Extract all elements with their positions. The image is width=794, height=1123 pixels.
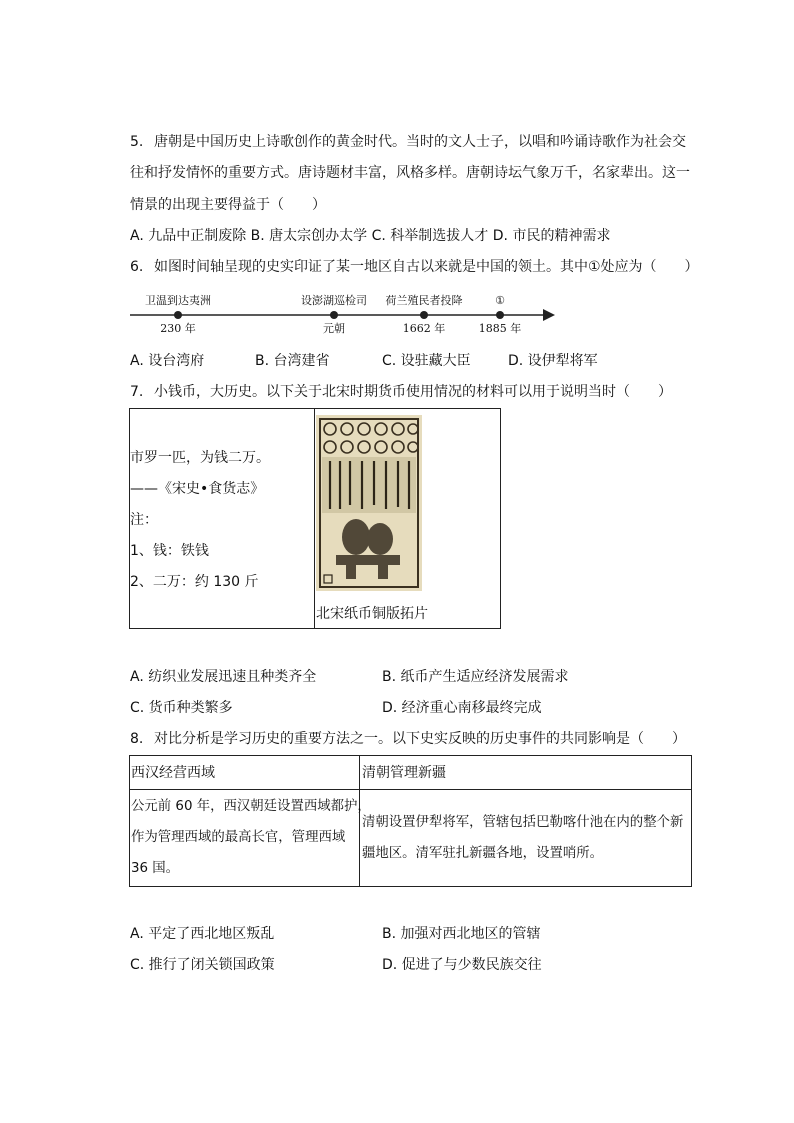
q7-option-b: B. 纸币产生适应经济发展需求: [382, 669, 569, 685]
q5-text-1: 唐朝是中国历史上诗歌创作的黄金时代。当时的文人士子，以唱和吟诵诗歌作为社会交: [154, 134, 686, 150]
timeline-event-4-label: ①: [495, 294, 505, 307]
q8-col2-header: 清朝管理新疆: [362, 765, 446, 781]
q6-number: 6.: [130, 259, 144, 275]
timeline: [130, 288, 560, 338]
q7-stem: [130, 382, 672, 402]
q8-option-d: D. 促进了与少数民族交往: [382, 957, 542, 973]
q8-col1-header: 西汉经营西域: [131, 765, 215, 781]
q7-image-caption: 北宋纸币铜版拓片: [316, 606, 428, 622]
q8-col1-line-3: 36 国。: [131, 861, 180, 876]
q8-option-a: A. 平定了西北地区叛乱: [130, 926, 275, 942]
timeline-event-1-date: 230 年: [160, 322, 196, 335]
q5-line-1: [130, 132, 686, 152]
q5-number: 5.: [130, 134, 144, 150]
timeline-event-1-label: 卫温到达夷洲: [145, 294, 211, 307]
q5-line-3: 情景的出现主要得益于（ ）: [130, 197, 326, 213]
timeline-event-3-label: 荷兰殖民者投降: [385, 294, 463, 307]
q7-number: 7.: [130, 384, 144, 400]
q8-col2-line-2: 疆地区。清军驻扎新疆各地，设置哨所。: [362, 846, 604, 861]
q8-stem-text: 对比分析是学习历史的重要方法之一。以下史实反映的历史事件的共同影响是（ ）: [154, 731, 686, 747]
timeline-dot-2: [330, 311, 338, 319]
q8-table-horizontal-divider: [130, 789, 691, 790]
q8-table-vertical-divider: [359, 756, 360, 886]
q7-option-a: A. 纺织业发展迅速且种类齐全: [130, 669, 317, 685]
q7-option-c: C. 货币种类繁多: [130, 700, 233, 716]
q6-stem: [130, 257, 699, 277]
q8-comparison-table: [129, 755, 692, 887]
timeline-dot-3: [420, 311, 428, 319]
timeline-dot-4: [496, 311, 504, 319]
q6-option-a: A. 设台湾府: [130, 353, 205, 369]
timeline-event-4-date: 1885 年: [478, 322, 522, 335]
q7-source: ——《宋史•食货志》: [130, 481, 265, 497]
q8-number: 8.: [130, 731, 144, 747]
q6-option-d: D. 设伊犁将军: [508, 353, 598, 369]
q5-options: A. 九品中正制废除 B. 唐太宗创办太学 C. 科举制选拔人才 D. 市民的精神需求: [130, 228, 611, 244]
q7-note-2: 2、二万：约 130 斤: [130, 574, 259, 590]
q7-quote: 市罗一匹，为钱二万。: [130, 450, 270, 466]
q8-col1-line-1: 公元前 60 年，西汉朝廷设置西域都护，: [131, 799, 371, 814]
timeline-event-2-date: 元朝: [323, 322, 345, 335]
q7-note-1: 1、钱：铁钱: [130, 543, 209, 559]
timeline-dot-1: [174, 311, 182, 319]
timeline-event-2-label: 设澎湖巡检司: [301, 294, 367, 307]
timeline-event-3-date: 1662 年: [402, 322, 446, 335]
q8-col2-line-1: 清朝设置伊犁将军，管辖包括巴勒喀什池在内的整个新: [362, 815, 684, 830]
q6-option-c: C. 设驻藏大臣: [382, 353, 471, 369]
q8-option-b: B. 加强对西北地区的管辖: [382, 926, 541, 942]
q7-option-d: D. 经济重心南移最终完成: [382, 700, 542, 716]
q7-table-divider: [314, 409, 315, 628]
q7-note-title: 注：: [130, 512, 158, 528]
banknote-rubbing-image: [316, 415, 422, 591]
q7-stem-text: 小钱币，大历史。以下关于北宋时期货币使用情况的材料可以用于说明当时（ ）: [154, 384, 672, 400]
q6-stem-text: 如图时间轴呈现的史实印证了某一地区自古以来就是中国的领土。其中①处应为（ ）: [154, 259, 699, 275]
q7-material-table: [129, 408, 501, 629]
q8-col1-line-2: 作为管理西域的最高长官，管理西域: [131, 830, 346, 845]
q8-stem: [130, 729, 686, 749]
q6-option-b: B. 台湾建省: [255, 353, 330, 369]
q8-option-c: C. 推行了闭关锁国政策: [130, 957, 275, 973]
q5-line-2: 往和抒发情怀的重要方式。唐诗题材丰富，风格多样。唐朝诗坛气象万千，名家辈出。这一: [130, 165, 690, 181]
